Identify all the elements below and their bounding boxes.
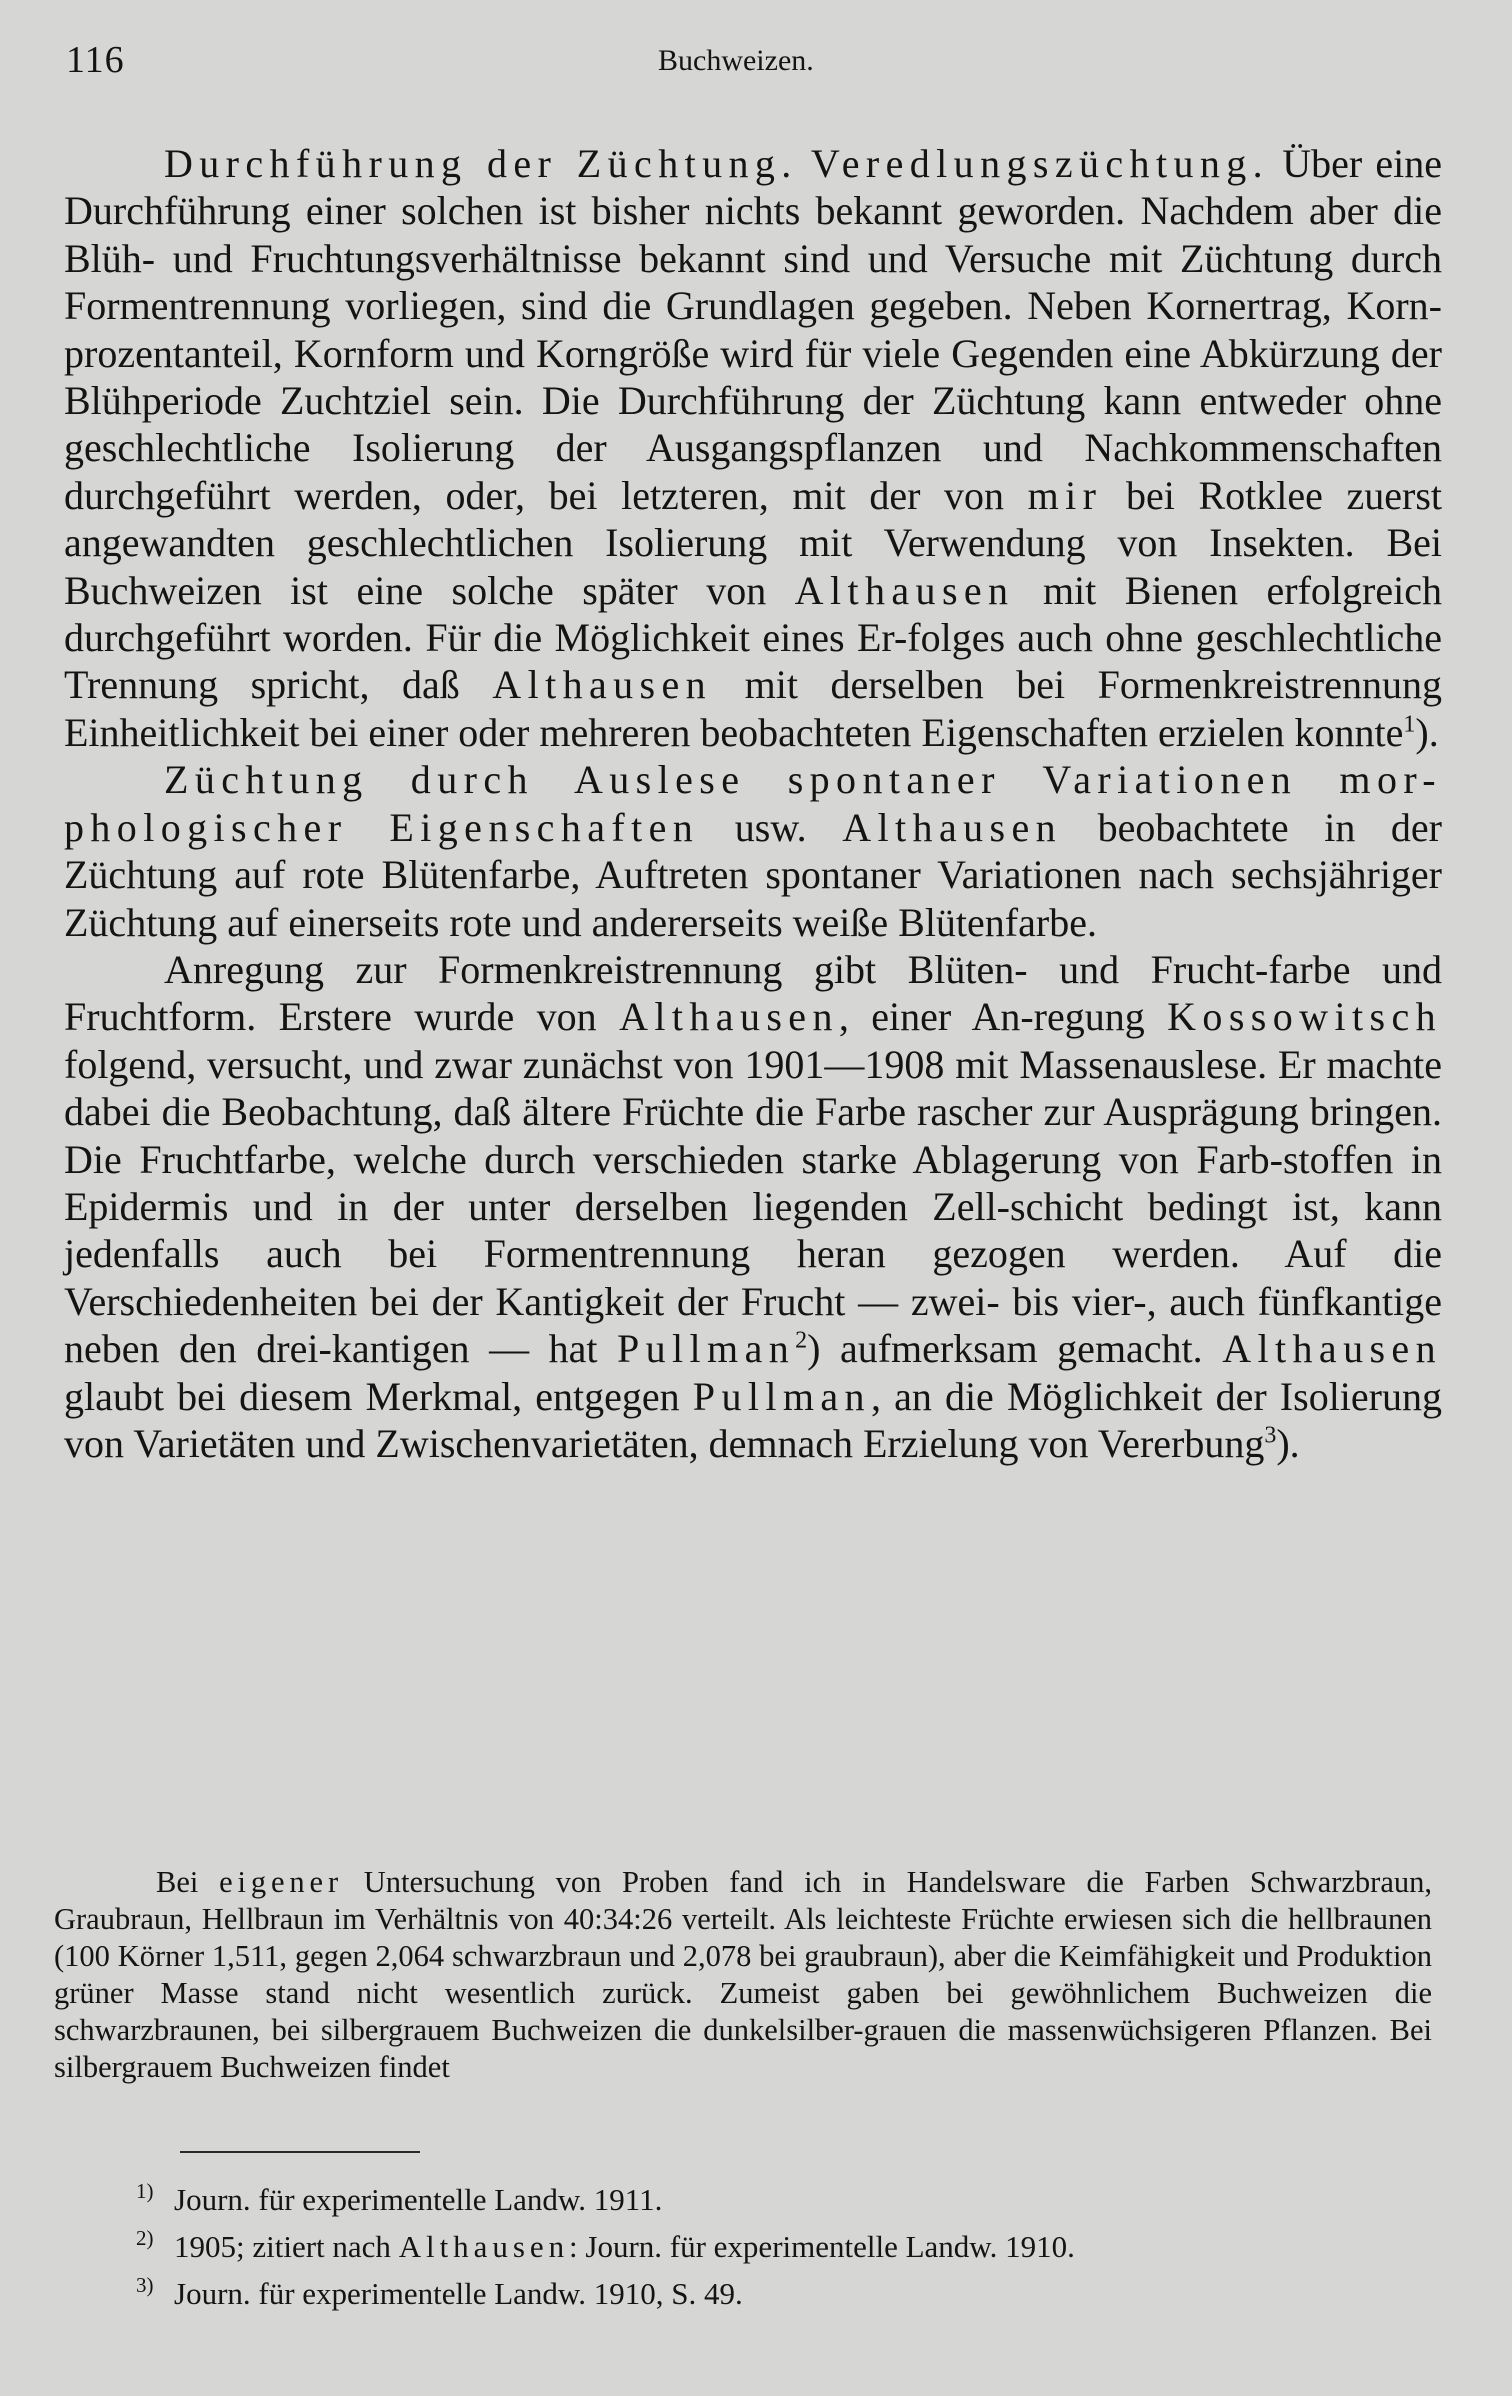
emphasized-word: eigener xyxy=(219,1865,343,1899)
text-run xyxy=(798,141,811,186)
author-name: Pullman xyxy=(692,1373,871,1419)
author-name: Althausen xyxy=(619,994,839,1040)
main-text xyxy=(64,140,1442,1467)
footnote-text: Journ. für experimentelle Landw. 1910, S. 49. xyxy=(174,2276,743,2311)
small-print-paragraph xyxy=(54,1864,1432,2086)
section-heading: Veredlungszüchtung. xyxy=(810,141,1270,186)
text-run: beobachtete in der Züchtung auf rote Blütenfarbe, Auftreten spontaner Variationen nach sechsjähriger Züchtung auf einerseits rote und andererseits weiße Blütenfarbe. xyxy=(64,804,1442,945)
author-name: Althausen xyxy=(398,2229,570,2264)
footnote-ref: 3 xyxy=(1264,1422,1277,1449)
footnote-text: 1905; zitiert nach xyxy=(174,2229,399,2264)
small-print-section xyxy=(54,1864,1432,2086)
text-run: ). xyxy=(1276,1420,1300,1466)
emphasized-word: mir xyxy=(1027,472,1103,518)
author-name: Althausen xyxy=(492,662,713,708)
footnote-ref: 1 xyxy=(1403,711,1416,738)
footnote-mark: 2) xyxy=(136,2226,154,2250)
page-header xyxy=(66,38,1442,88)
text-run: ) aufmerksam gemacht. xyxy=(807,1326,1223,1372)
text-run: Über eine Durchführung einer solchen ist bisher nichts bekannt geworden. Nachdem aber die Blüh- und Fruchtungsverhältnisse bekannt sind und Versuche mit Züchtung durch Formentrennung vorliegen, sind die Grundlagen gegeben. Neben Kornertrag, Korn-prozentanteil, Kornform und Korngröße wird für viele Gegenden eine Abkürzung der Blühperiode Zuchtziel sein. Die Durchführung der Züchtung kann entweder ohne geschlechtliche Isolierung der Ausgangspflanzen und Nachkommenschaften durchgeführt werden, oder, bei letzteren, mit der von xyxy=(64,141,1442,518)
footnote-divider xyxy=(180,2151,420,2153)
running-title: Buchweizen. xyxy=(658,44,814,77)
text-run: Bei xyxy=(156,1865,220,1899)
paragraph-veredlungszuechtung xyxy=(64,140,1442,756)
paragraph-formenkreistrennung xyxy=(64,946,1442,1467)
author-name: Althausen xyxy=(794,567,1015,613)
text-run: mit derselben bei Formenkreistrennung Einheitlichkeit bei einer oder mehreren beobachteten Eigenschaften erzielen konnte xyxy=(64,662,1442,755)
footnote-ref: 2 xyxy=(795,1327,808,1354)
text-run: ). xyxy=(1415,709,1439,755)
section-heading: Durchführung der Züchtung. xyxy=(164,141,798,186)
text-run: glaubt bei diesem Merkmal, entgegen xyxy=(64,1373,693,1419)
footnotes xyxy=(136,2172,1436,2313)
text-run: usw. xyxy=(699,804,843,850)
author-name: Althausen xyxy=(842,804,1063,850)
footnote-mark: 3) xyxy=(136,2273,154,2297)
footnote-mark: 1) xyxy=(136,2179,154,2203)
footnote-3 xyxy=(136,2266,1436,2313)
author-name: Kossowitsch xyxy=(1167,994,1442,1040)
footnote-2 xyxy=(136,2219,1436,2266)
footnote-1 xyxy=(136,2172,1436,2219)
page-number: 116 xyxy=(66,39,125,81)
author-name: Althausen xyxy=(1222,1326,1442,1372)
text-run: , an die Möglichkeit der Isolierung von Varietäten und Zwischenvarietäten, demnach Erzielung von Vererbung xyxy=(64,1373,1442,1466)
text-run: , einer An-regung xyxy=(838,994,1168,1040)
author-name: Pullman xyxy=(616,1326,796,1372)
section-heading: Züchtung durch Auslese spontaner Variationen mor-phologischer Eigenschaften xyxy=(64,757,1442,850)
text-run: mit Bienen erfolgreich durchgeführt worden. Für die Möglichkeit eines Er-folges auch ohne geschlechtliche Trennung spricht, daß xyxy=(64,567,1442,708)
text-run: folgend, versucht, und zwar zunächst von 1901—1908 mit Massenauslese. Er machte dabei die Beobachtung, daß ältere Früchte die Farbe rascher zur Ausprägung bringen. Die Fruchtfarbe, welche durch verschieden starke Ablagerung von Farb-stoffen in Epidermis und in der unter derselben liegenden Zell-schicht bedingt ist, kann jedenfalls auch bei Formentrennung heran gezogen werden. Auf die Verschiedenheiten bei der Kantigkeit der Frucht — zwei- bis vier-, auch fünfkantige neben den drei-kantigen — hat xyxy=(64,1041,1442,1372)
footnote-text: : Journ. für experimentelle Landw. 1910. xyxy=(569,2229,1075,2264)
text-run: bei Rotklee zuerst angewandten geschlechtlichen Isolierung mit Verwendung von Insekten. Bei Buchweizen ist eine solche später von xyxy=(64,472,1442,613)
paragraph-auslese xyxy=(64,756,1442,946)
text-run: Anregung zur Formenkreistrennung gibt Blüten- und Frucht-farbe und Fruchtform. Erstere wurde von xyxy=(64,946,1442,1040)
footnote-text: Journ. für experimentelle Landw. 1911. xyxy=(174,2182,663,2217)
text-run: Untersuchung von Proben fand ich in Handelsware die Farben Schwarzbraun, Graubraun, Hellbraun im Verhältnis von 40:34:26 verteilt. Als leichteste Früchte erwiesen sich die hellbraunen (100 Körner 1,511, gegen 2,064 schwarzbraun und 2,078 bei graubraun), aber die Keimfähigkeit und Produktion grüner Masse stand nicht wesentlich zurück. Zumeist gaben bei gewöhnlichem Buchweizen die schwarzbraunen, bei silbergrauem Buchweizen die dunkelsilber-grauen die massenwüchsigeren Pflanzen. Bei silbergrauem Buchweizen findet xyxy=(54,1865,1432,2084)
